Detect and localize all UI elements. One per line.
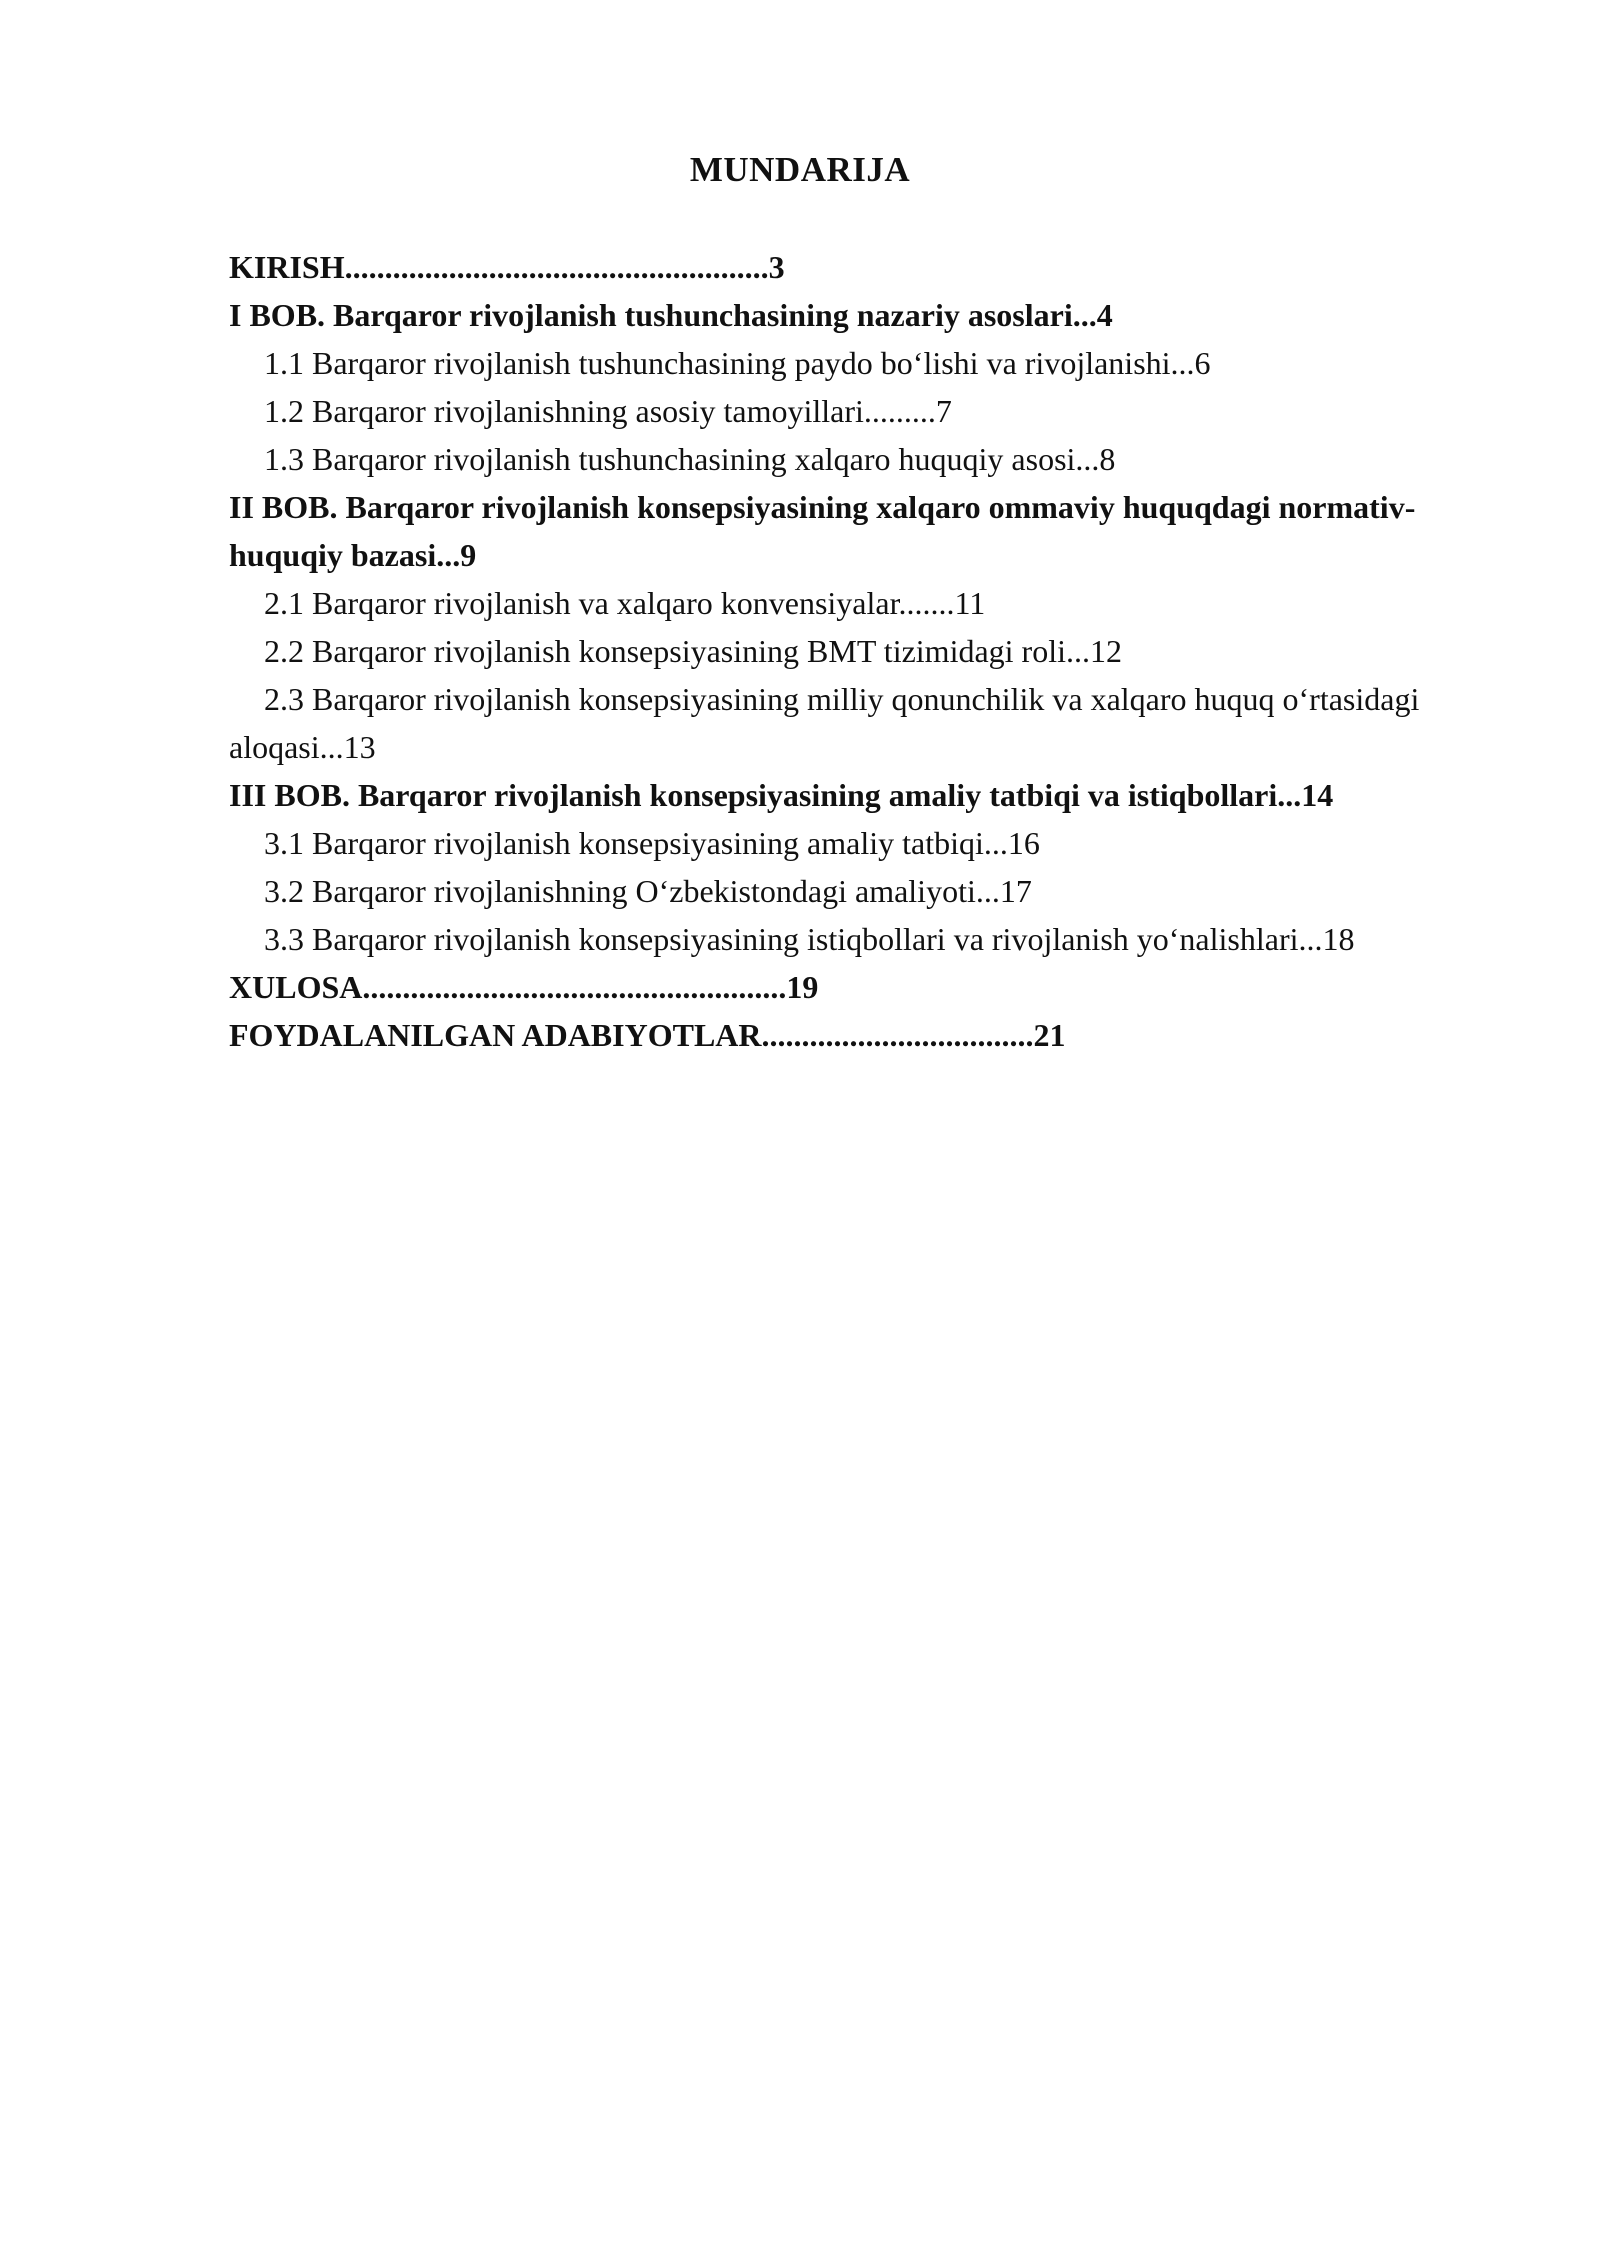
table-of-contents <box>229 243 1479 1059</box>
toc-entry-section-2-2: 2.2 Barqaror rivojlanish konsepsiyasining BMT tizimidagi roli...12 <box>264 633 1122 669</box>
toc-entry-section-2-3: 2.3 Barqaror rivojlanish konsepsiyasining milliy qonunchilik va xalqaro huquq o‘rtasidagi aloqasi...13 <box>229 681 1420 765</box>
toc-entry-chapter-1: I BOB. Barqaror rivojlanish tushunchasining nazariy asoslari...4 <box>229 297 1113 333</box>
toc-entry-section-1-1: 1.1 Barqaror rivojlanish tushunchasining paydo bo‘lishi va rivojlanishi...6 <box>264 345 1211 381</box>
toc-entry-section-3-3: 3.3 Barqaror rivojlanish konsepsiyasining istiqbollari va rivojlanish yo‘nalishlari...18 <box>264 921 1355 957</box>
page-title: MUNDARIJA <box>689 150 911 189</box>
toc-entry-section-1-3: 1.3 Barqaror rivojlanish tushunchasining xalqaro huquqiy asosi...8 <box>264 441 1116 477</box>
toc-entry-xulosa: XULOSA.....................................................19 <box>229 969 819 1005</box>
toc-entry-section-3-2: 3.2 Barqaror rivojlanishning O‘zbekistondagi amaliyoti...17 <box>264 873 1032 909</box>
toc-entry-kirish: KIRISH.....................................................3 <box>229 249 785 285</box>
toc-entry-section-2-1: 2.1 Barqaror rivojlanish va xalqaro konvensiyalar.......11 <box>264 585 986 621</box>
toc-entry-chapter-2: II BOB. Barqaror rivojlanish konsepsiyasining xalqaro ommaviy huquqdagi normativ-huquqiy bazasi...9 <box>229 489 1416 573</box>
toc-entry-references: FOYDALANILGAN ADABIYOTLAR..................................21 <box>229 1017 1066 1053</box>
toc-entry-section-1-2: 1.2 Barqaror rivojlanishning asosiy tamoyillari.........7 <box>264 393 952 429</box>
toc-entry-section-3-1: 3.1 Barqaror rivojlanish konsepsiyasining amaliy tatbiqi...16 <box>264 825 1040 861</box>
toc-entry-chapter-3: III BOB. Barqaror rivojlanish konsepsiyasining amaliy tatbiqi va istiqbollari...14 <box>229 777 1334 813</box>
